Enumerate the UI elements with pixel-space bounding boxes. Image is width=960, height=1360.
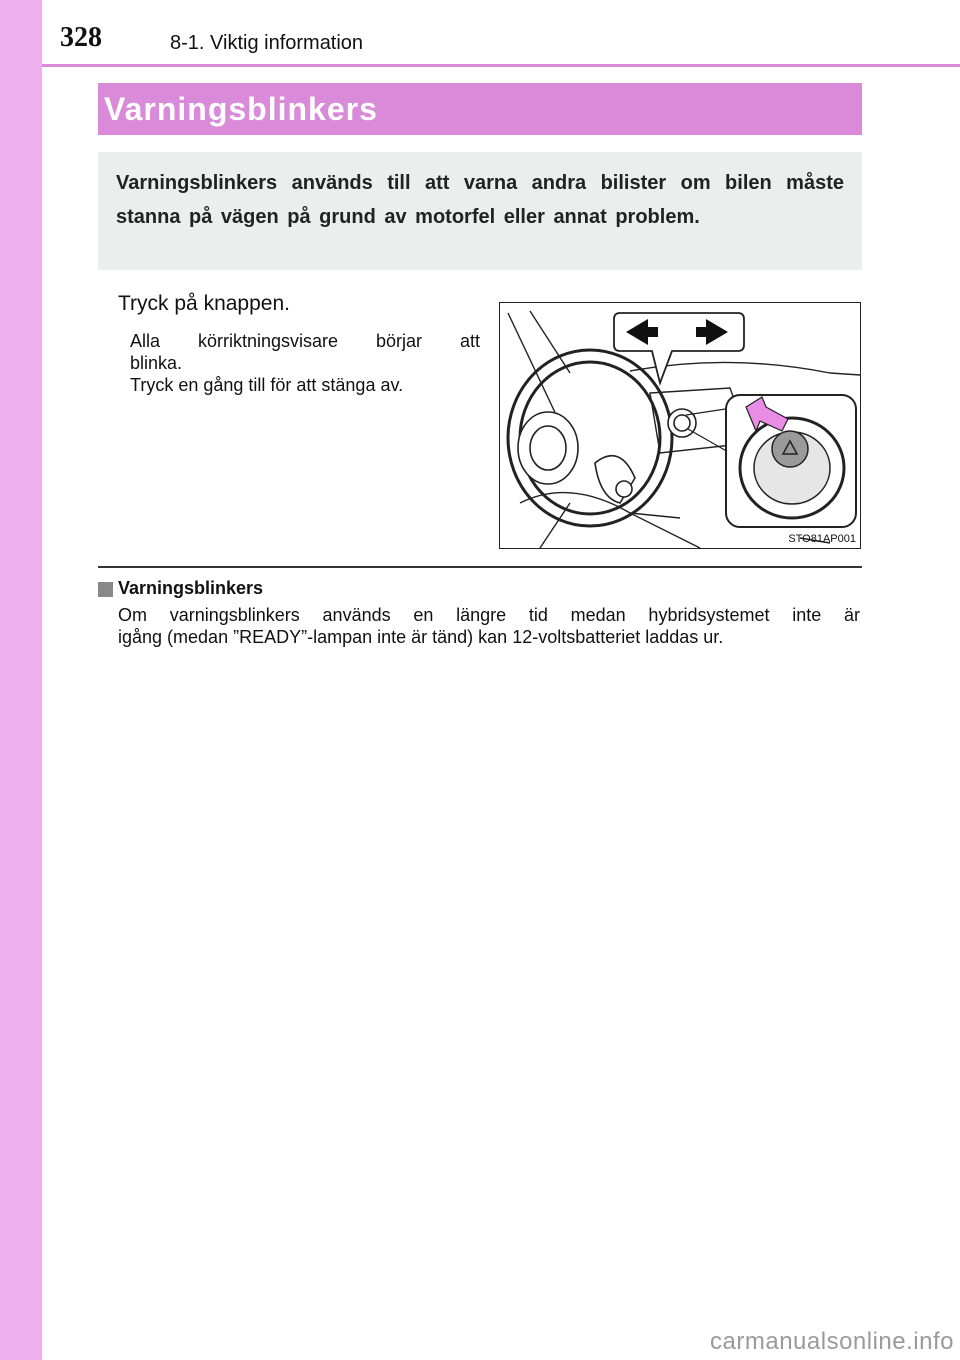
step-instruction: Tryck på knappen. (118, 292, 290, 315)
header-divider (42, 64, 960, 67)
note-body (118, 604, 860, 648)
hazard-button-illustration (499, 302, 861, 549)
step-detail-line: blinka. (130, 353, 183, 373)
step-detail-line: Tryck en gång till för att stänga av. (130, 375, 404, 395)
square-bullet-icon (98, 582, 113, 597)
note-line: igång (medan ”READY”-lampan inte är tänd) kan 12-voltsbatteriet laddas ur. (118, 627, 724, 647)
intro-text: Varningsblinkers används till att varna andra bilister om bilen måste stanna på vägen på grund av motorfel eller annat problem. (116, 172, 844, 228)
step-detail (130, 330, 480, 396)
watermark: carmanualsonline.info (710, 1328, 954, 1355)
page-number: 328 (60, 22, 102, 53)
step-detail-line: Alla körriktningsvisare börjar att (130, 331, 480, 351)
figure-code: STO81AP001 (788, 533, 856, 545)
dashboard-drawing (500, 303, 861, 549)
section-heading: 8-1. Viktig information (170, 32, 364, 54)
section-divider (98, 566, 862, 568)
note-heading: Varningsblinkers (118, 578, 264, 598)
hazard-button-icon (772, 431, 808, 467)
chapter-side-tab (0, 0, 42, 1360)
page-title: Varningsblinkers (104, 91, 378, 127)
note-line: Om varningsblinkers används en längre tid medan hybridsystemet inte är (118, 605, 860, 625)
